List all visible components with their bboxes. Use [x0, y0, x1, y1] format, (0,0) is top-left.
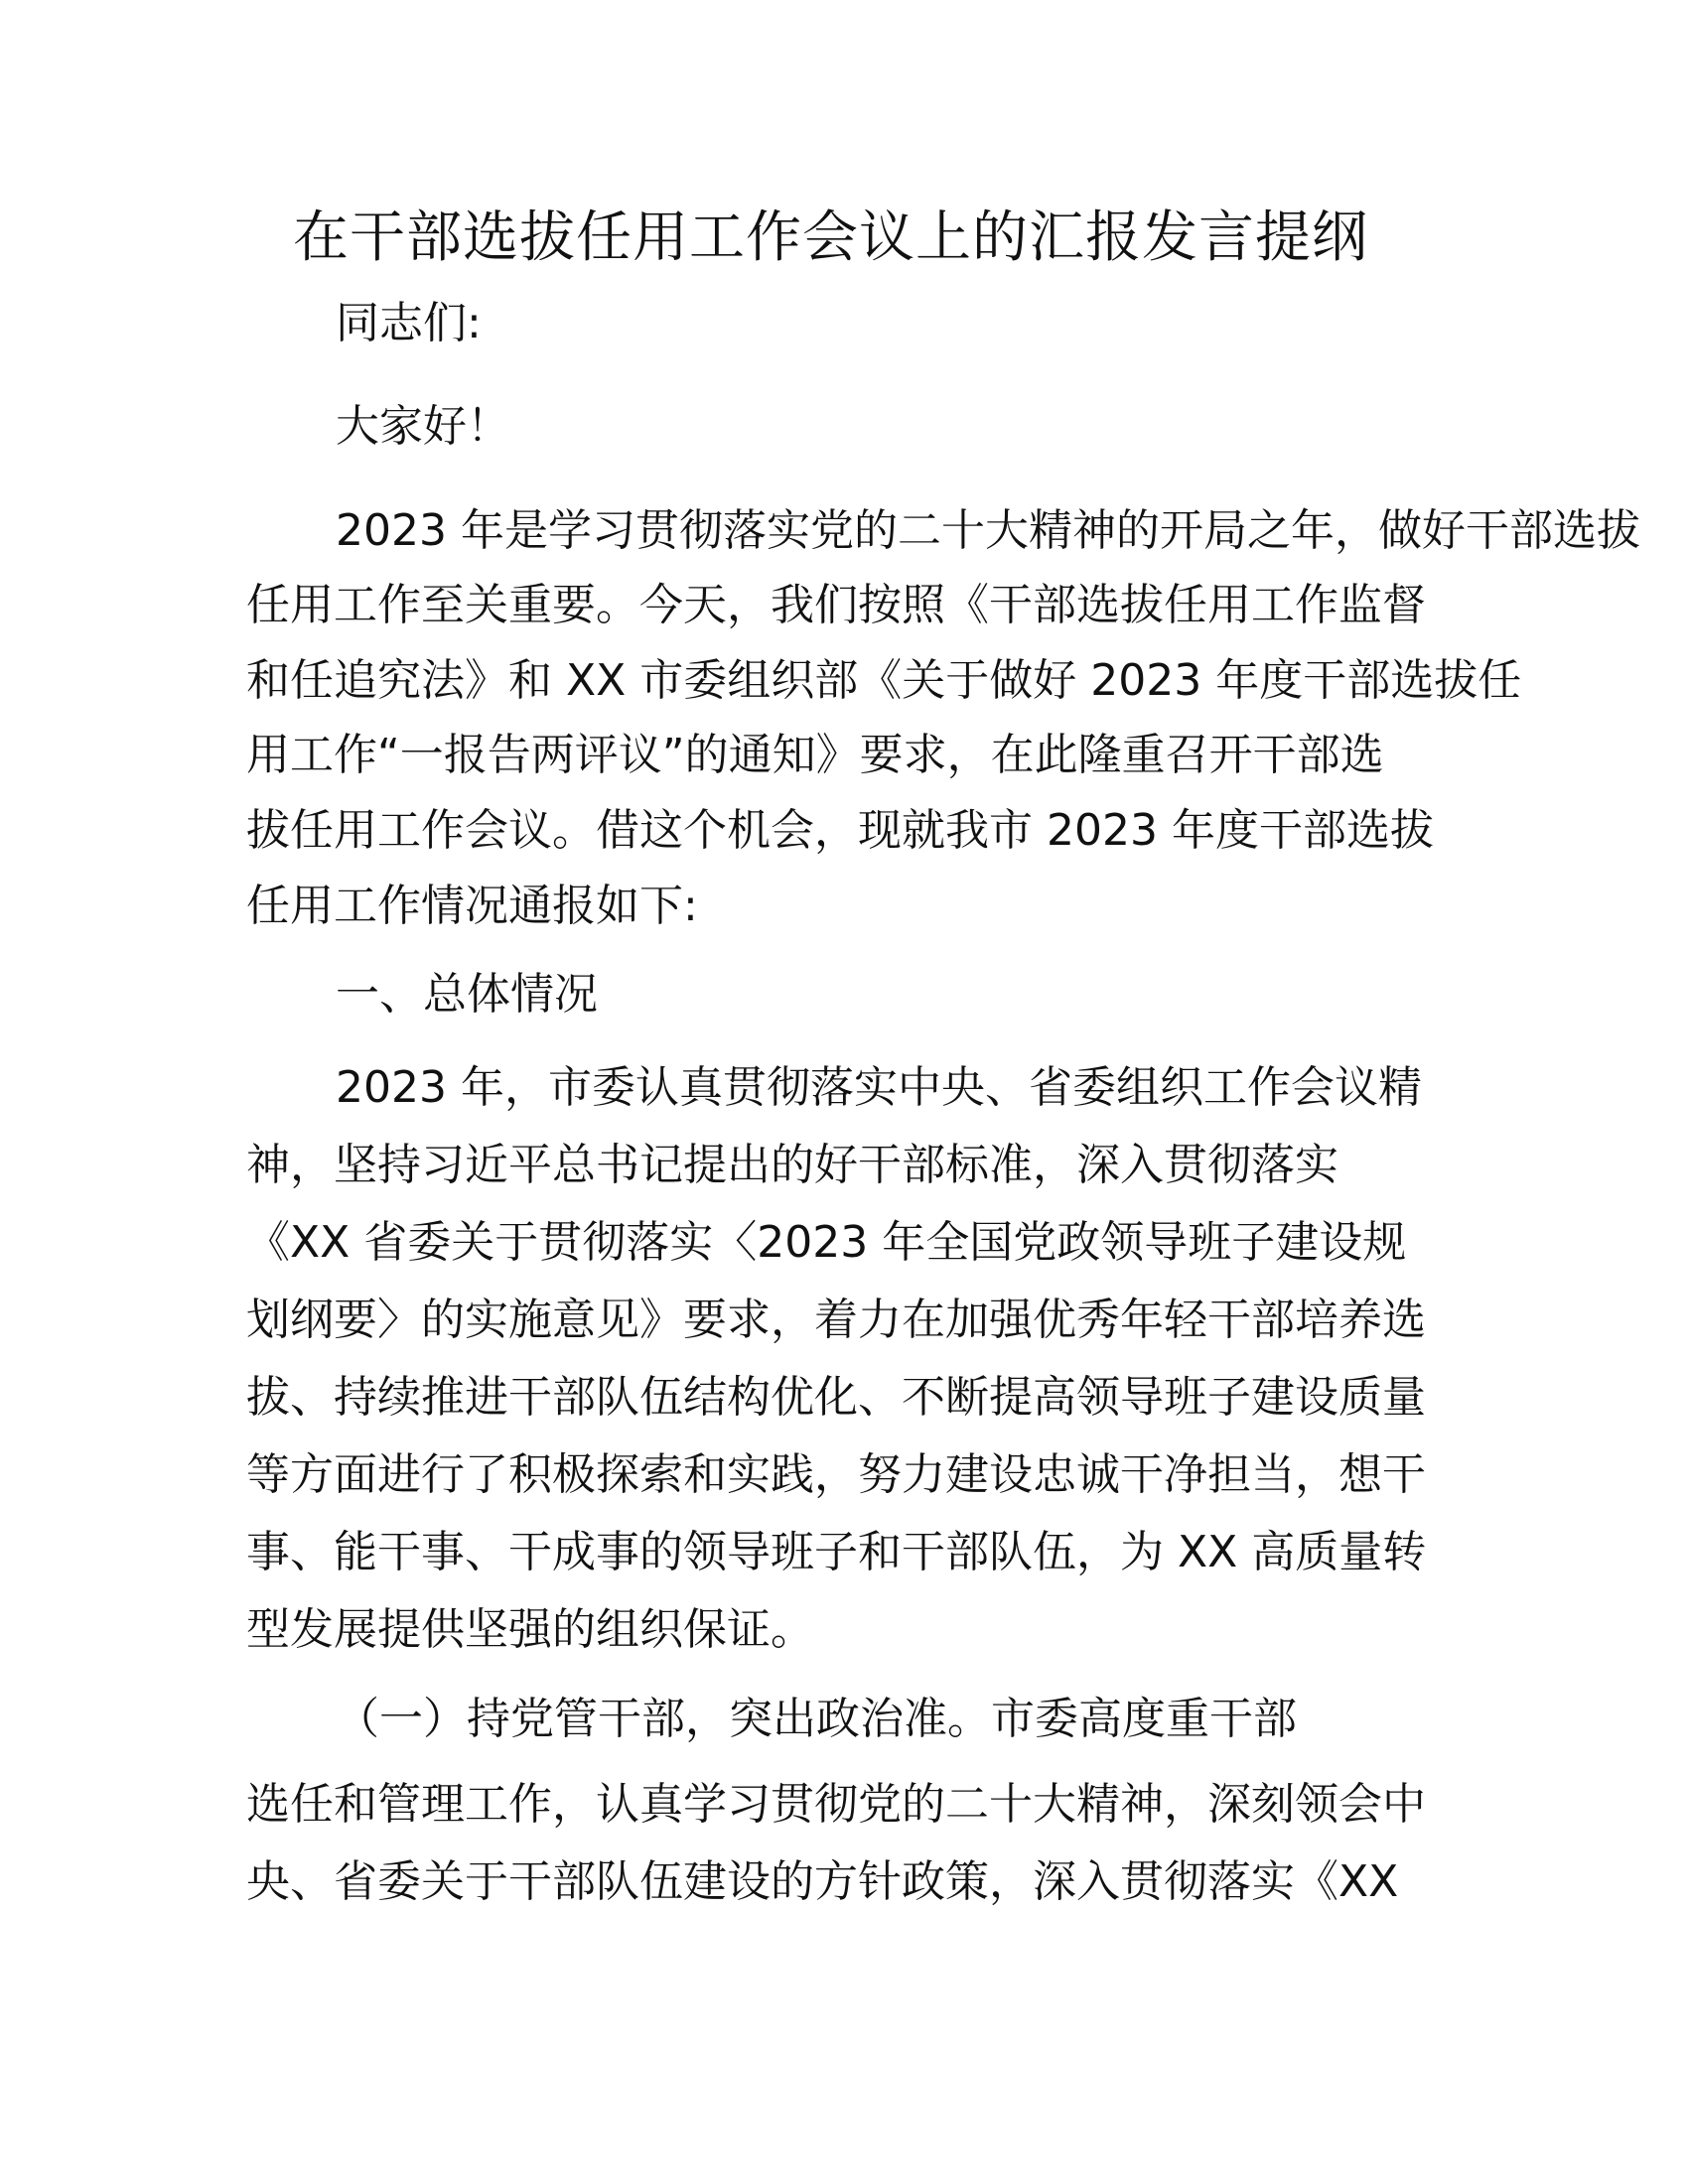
- paragraph-line: 拔、持续推进干部队伍结构优化、不断提高领导班子建设质量: [246, 1372, 1426, 1423]
- section-heading: 一、总体情况: [336, 969, 598, 1020]
- salutation-line: 同志们:: [336, 298, 482, 348]
- paragraph-line: 用工作“一报告两评议”的通知》要求，在此隆重召开干部选: [246, 730, 1384, 780]
- paragraph-line: 神，坚持习近平总书记提出的好干部标准，深入贯彻落实: [246, 1140, 1338, 1190]
- paragraph-line: 拔任用工作会议。借这个机会，现就我市 2023 年度干部选拔: [246, 805, 1434, 856]
- paragraph-line: 2023 年，市委认真贯彻落实中央、省委组织工作会议精: [336, 1062, 1422, 1113]
- paragraph-line: 央、省委关于干部队伍建设的方针政策，深入贯彻落实《XX: [246, 1856, 1399, 1907]
- paragraph-line: 任用工作至关重要。今天，我们按照《干部选拔任用工作监督: [246, 580, 1426, 630]
- paragraph-line: 划纲要〉的实施意见》要求，着力在加强优秀年轻干部培养选: [246, 1295, 1426, 1345]
- paragraph-line: 型发展提供坚强的组织保证。: [246, 1604, 814, 1655]
- document-title: 在干部选拔任用工作会议上的汇报发言提纲: [293, 205, 1368, 270]
- paragraph-line: 任用工作情况通报如下:: [246, 881, 698, 931]
- paragraph-line: 事、能干事、干成事的领导班子和干部队伍，为 XX 高质量转: [246, 1527, 1427, 1577]
- subsection-line: （一）持党管干部，突出政治准。市委高度重干部: [336, 1694, 1297, 1744]
- paragraph-line: 和任追究法》和 XX 市委组织部《关于做好 2023 年度干部选拔任: [246, 655, 1522, 706]
- paragraph-line: 选任和管理工作，认真学习贯彻党的二十大精神，深刻领会中: [246, 1779, 1426, 1830]
- paragraph-line: 《XX 省委关于贯彻落实〈2023 年全国党政领导班子建设规: [246, 1217, 1407, 1268]
- greeting-line: 大家好！: [336, 401, 510, 452]
- paragraph-line: 2023 年是学习贯彻落实党的二十大精神的开局之年，做好干部选拔: [336, 505, 1640, 556]
- paragraph-line: 等方面进行了积极探索和实践，努力建设忠诚干净担当，想干: [246, 1449, 1426, 1500]
